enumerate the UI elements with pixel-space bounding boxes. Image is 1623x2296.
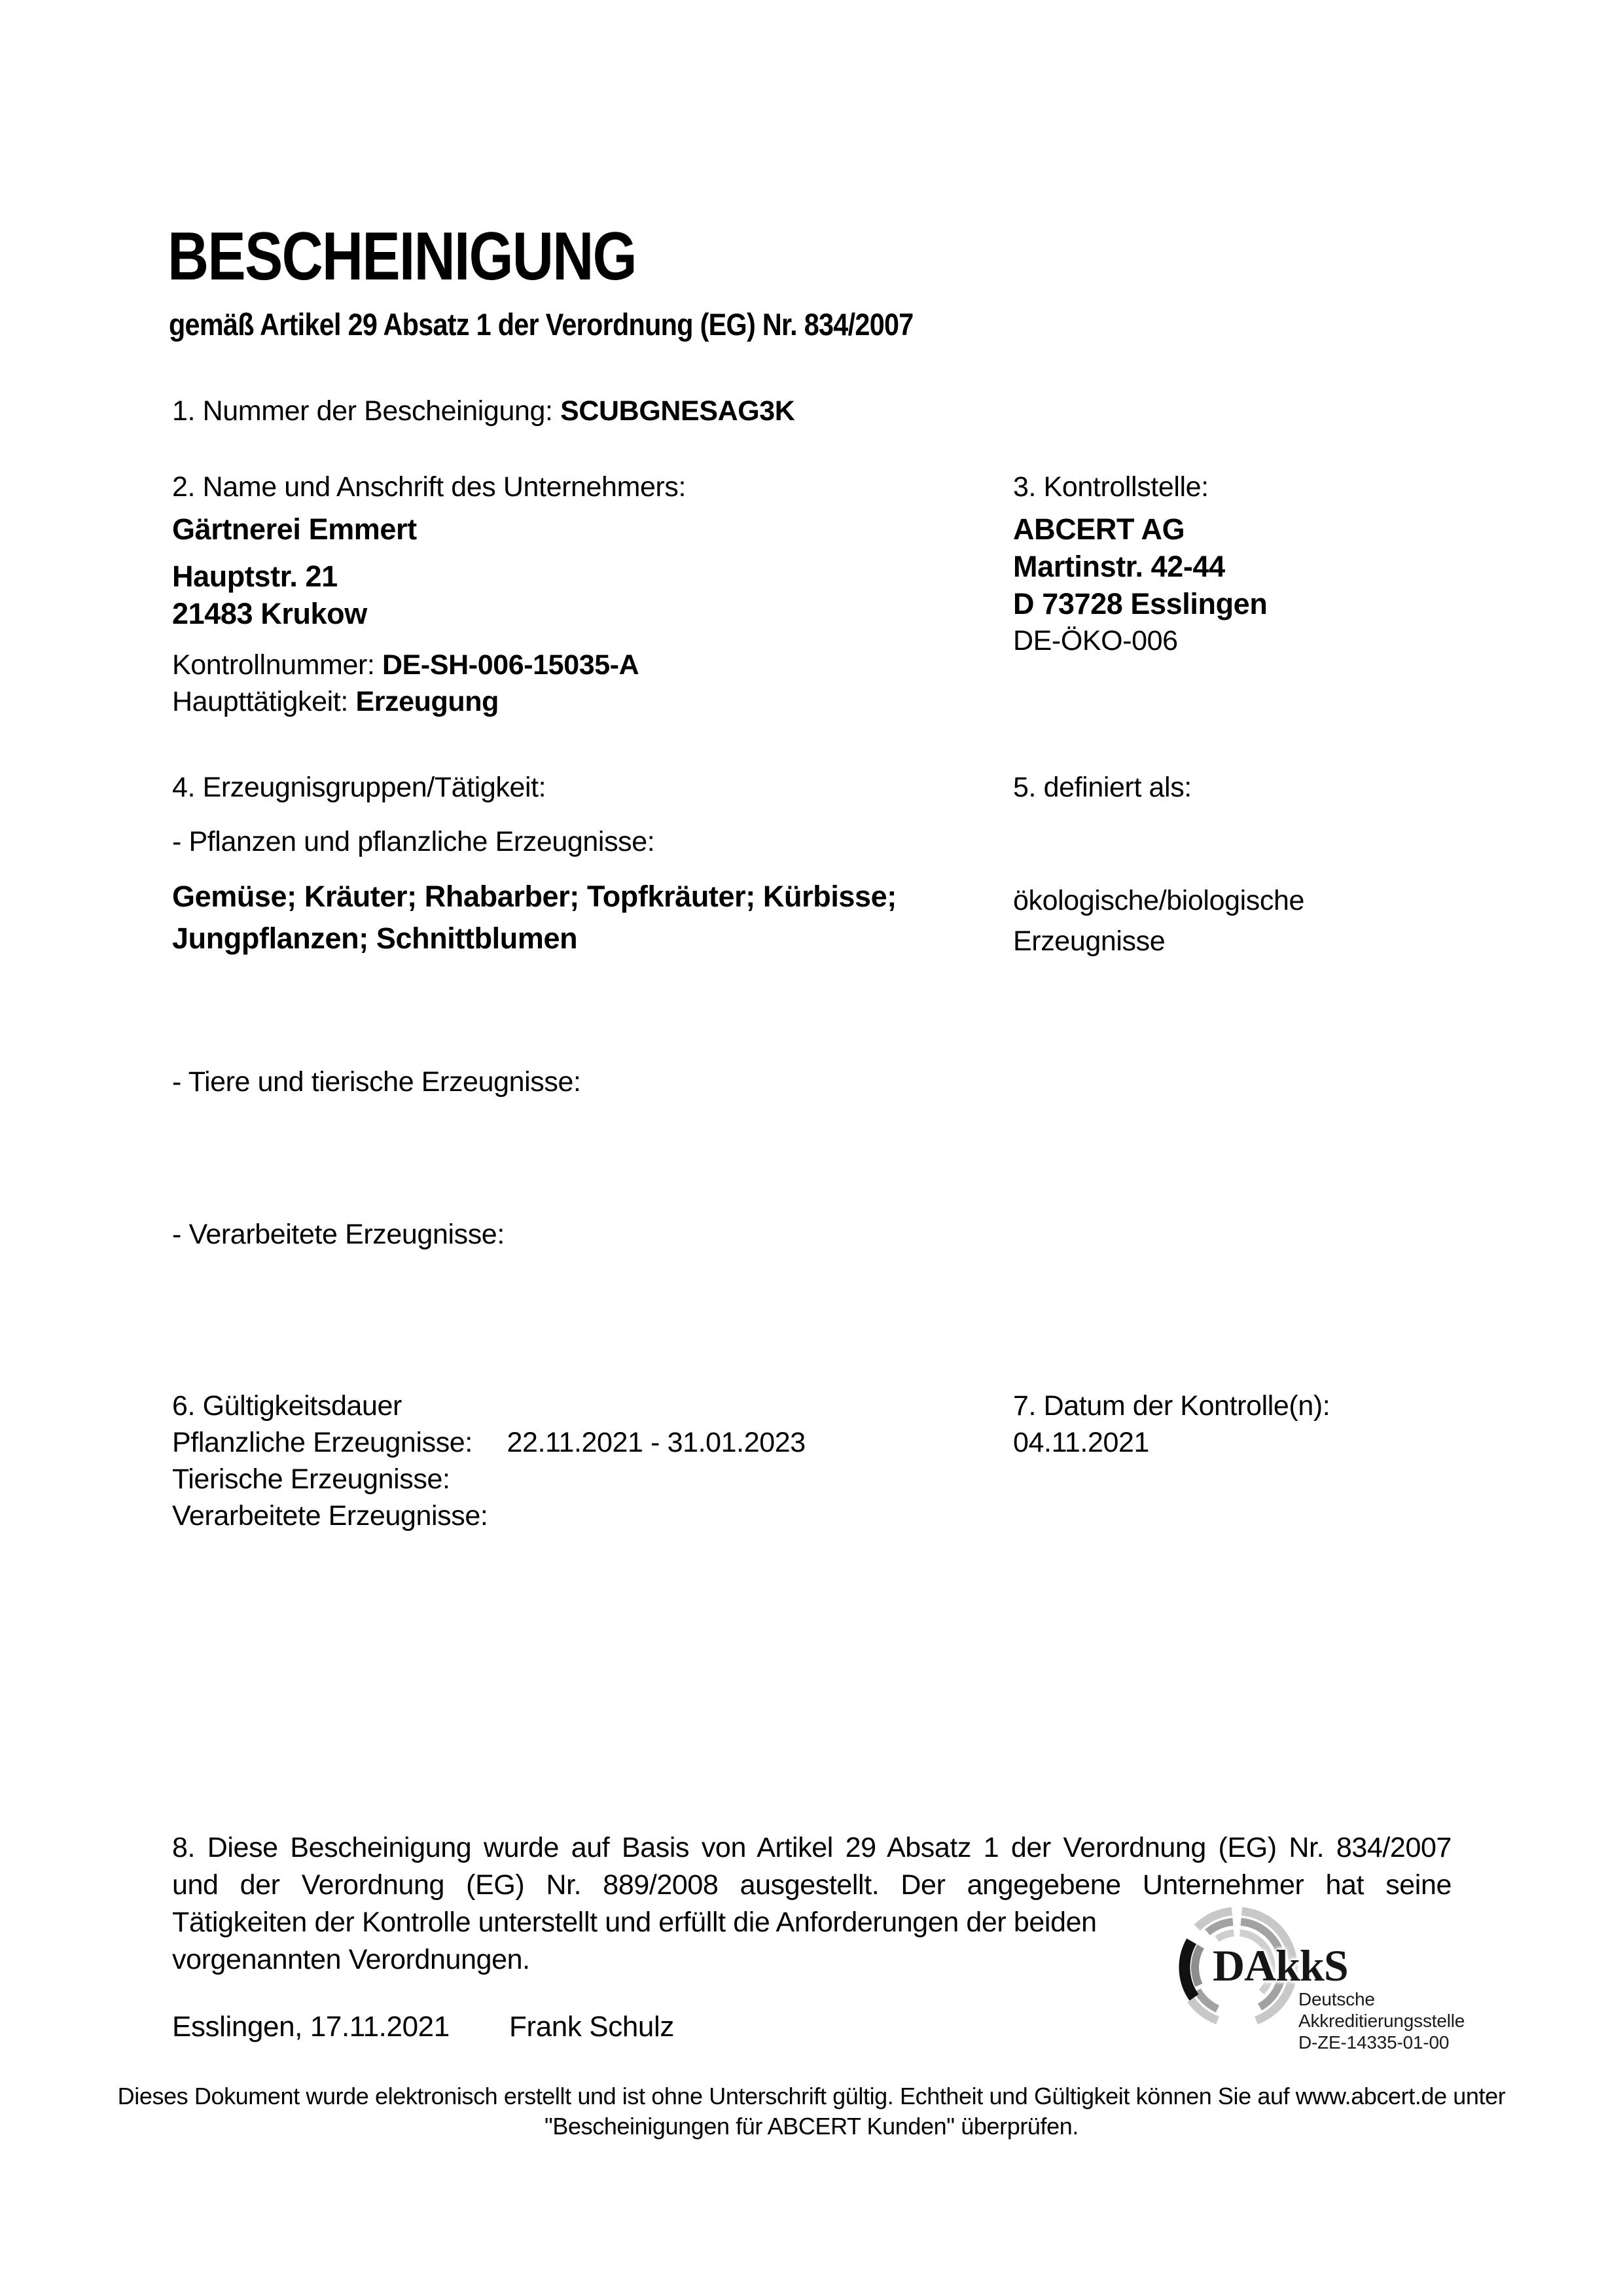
statement-line-2: und der Verordnung (EG) Nr. 889/2008 ausgestellt. Der angegebene Unternehmer hat seine: [172, 1869, 1452, 1901]
footer-note-line1: Dieses Dokument wurde elektronisch erstellt und ist ohne Unterschrift gültig. Echtheit und Gültigkeit können Sie auf www.abcert.de unter: [117, 2083, 1506, 2109]
dakks-wordmark: DAkkS: [1213, 1941, 1348, 1990]
validity-processed-label: Verarbeitete Erzeugnisse:: [172, 1500, 488, 1532]
product-groups-label: 4. Erzeugnisgruppen/Tätigkeit:: [172, 772, 546, 803]
footer-note: [0, 2081, 1623, 2142]
cert-number-label: 1. Nummer der Bescheinigung:: [172, 395, 553, 427]
cert-number-row: [172, 393, 794, 429]
control-number-label: Kontrollnummer:: [172, 649, 375, 681]
operator-section-label: 2. Name und Anschrift des Unternehmers:: [172, 471, 687, 503]
dakks-logo: [1171, 1902, 1472, 2059]
validity-section-label: 6. Gültigkeitsdauer: [172, 1390, 402, 1422]
animal-products-label: - Tiere und tierische Erzeugnisse:: [172, 1066, 581, 1098]
statement-line-3: Tätigkeiten der Kontrolle unterstellt und erfüllt die Anforderungen der beiden: [172, 1907, 1097, 1938]
plant-products-value: Gemüse; Kräuter; Rhabarber; Topfkräuter; Kürbisse; Jungpflanzen; Schnittblumen: [172, 880, 897, 955]
certificate-subtitle: gemäß Artikel 29 Absatz 1 der Verordnung (EG) Nr. 834/2007: [169, 307, 914, 342]
plant-products-label: - Pflanzen und pflanzliche Erzeugnisse:: [172, 826, 655, 857]
inspection-date-value: 04.11.2021: [1013, 1427, 1150, 1458]
validity-row-processed: [172, 1498, 806, 1534]
defined-as-value: ökologische/biologische Erzeugnisse: [1013, 885, 1304, 957]
operator-city: 21483 Krukow: [172, 597, 367, 630]
control-body-address: [1013, 511, 1267, 659]
dakks-org-line2: Akkreditierungsstelle: [1298, 2011, 1465, 2031]
control-body-name: ABCERT AG: [1013, 512, 1185, 546]
control-number-row: [172, 647, 639, 683]
defined-as-label: 5. definiert als:: [1013, 772, 1192, 803]
dakks-accreditation-text: [1298, 1988, 1465, 2053]
operator-name: Gärtnerei Emmert: [172, 512, 417, 546]
dakks-accreditation-id: D-ZE-14335-01-00: [1298, 2032, 1450, 2053]
validity-row-plant: [172, 1424, 806, 1461]
operator-address: [172, 558, 367, 632]
control-body-city: D 73728 Esslingen: [1013, 587, 1268, 620]
validity-animal-label: Tierische Erzeugnisse:: [172, 1463, 450, 1495]
validity-plant-label: Pflanzliche Erzeugnisse:: [172, 1427, 473, 1458]
inspection-date-label: 7. Datum der Kontrolle(n):: [1013, 1390, 1330, 1422]
processed-products-label: - Verarbeitete Erzeugnisse:: [172, 1219, 505, 1250]
signature-name: Frank Schulz: [509, 2011, 674, 2043]
footer-note-line2: "Bescheinigungen für ABCERT Kunden" überprüfen.: [544, 2113, 1079, 2140]
control-number-value: DE-SH-006-15035-A: [382, 649, 639, 681]
statement-line-4: vorgenannten Verordnungen.: [172, 1944, 530, 1975]
certificate-title: BESCHEINIGUNG: [168, 219, 636, 295]
main-activity-value: Erzeugung: [355, 686, 499, 717]
operator-street: Hauptstr. 21: [172, 560, 338, 593]
validity-row-animal: [172, 1461, 806, 1498]
control-body-street: Martinstr. 42-44: [1013, 550, 1225, 583]
validity-plant-value: 22.11.2021 - 31.01.2023: [507, 1427, 806, 1458]
main-activity-label: Haupttätigkeit:: [172, 686, 348, 717]
control-body-label: 3. Kontrollstelle:: [1013, 471, 1209, 503]
control-body-code: DE-ÖKO-006: [1013, 625, 1178, 656]
dakks-org-line1: Deutsche: [1298, 1989, 1375, 2009]
main-activity-row: [172, 683, 499, 720]
statement-line-1: 8. Diese Bescheinigung wurde auf Basis von Artikel 29 Absatz 1 der Verordnung (EG) Nr. 834/2007: [172, 1832, 1452, 1863]
signature-place-date: Esslingen, 17.11.2021: [172, 2011, 450, 2043]
cert-number-value: SCUBGNESAG3K: [560, 395, 795, 427]
validity-rows: [172, 1424, 806, 1534]
